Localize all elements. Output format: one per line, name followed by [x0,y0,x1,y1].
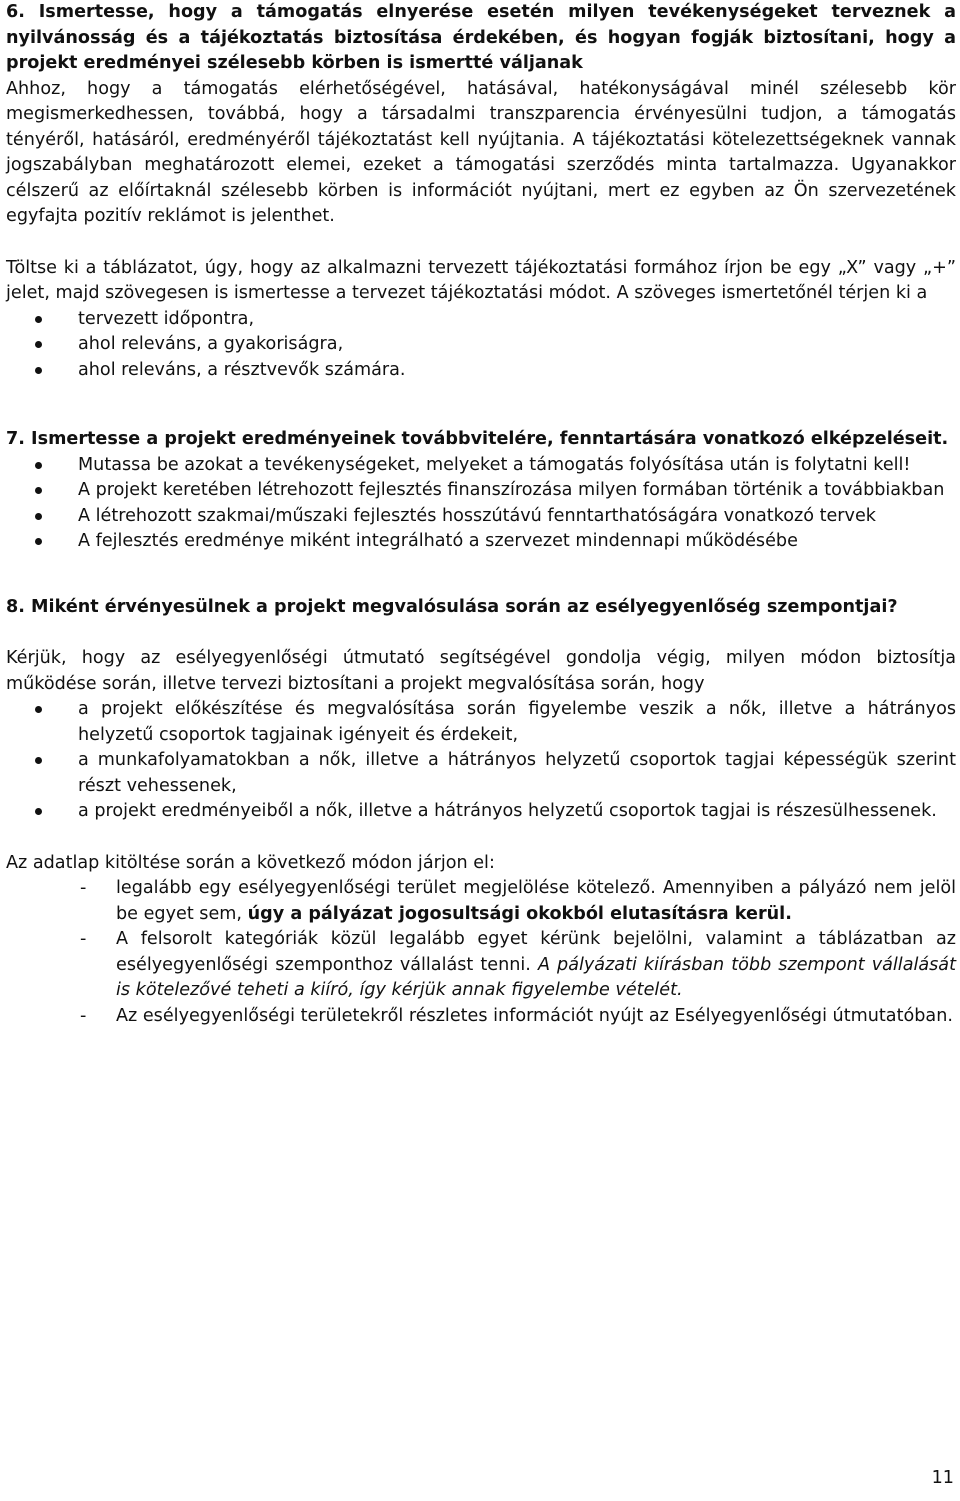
section-6-paragraph-1: Ahhoz, hogy a támogatás elérhetőségével, hatásával, hatékonyságával minél szélesebb kör megismerkedhessen, továbbá, hogy a társadalmi transzparencia érvényesülni tudjon, a támogatás tényéről, hatásáról, eredményéről tájékoztatást kell nyújtania. A tájékoztatási kötelezettségeknek vannak jogszabályban meghatározott elemei, ezeket a támogatási szerződés minta tartalmazza. Ugyanakkor célszerű az előírtaknál szélesebb körben is információt nyújtani, mert ez egyben az Ön szervezetének egyfajta pozitív reklámot is jelenthet. [6,78,956,226]
section-6-title: 6. Ismertesse, hogy a támogatás elnyerése esetén milyen tevékenységeket terveznek a nyilvánosság és a tájékoztatás biztosítása érdekében, és hogyan fogják biztosítani, hogy a projekt eredményei szélesebb körben is ismertté váljanak [6,2,956,73]
list-item: Mutassa be azokat a tevékenységeket, melyeket a támogatás folyósítása után is folytatni kell! [6,453,956,479]
list-item: tervezett időpontra, [6,307,956,333]
list-item: A létrehozott szakmai/műszaki fejlesztés hosszútávú fenntarthatóságára vonatkozó tervek [6,504,956,530]
section-8-bullet-list [6,697,956,825]
page-number: 11 [931,1468,954,1488]
section-7-bullet-list [6,453,956,555]
section-7-title: 7. Ismertesse a projekt eredményeinek továbbvitelére, fenntartására vonatkozó elképzeléseit. [6,429,949,449]
list-item: ahol releváns, a gyakoriságra, [6,332,956,358]
list-item: a munkafolyamatokban a nők, illetve a hátrányos helyzetű csoportok tagjai képességük szerint részt vehessenek, [6,748,956,799]
dash-item-text: legalább egy esélyegyenlőségi terület megjelölése kötelező. Amennyiben a pályázó nem jelöl be egyet sem, [116,878,956,924]
list-item: a projekt előkészítése és megvalósítása során figyelembe veszik a nők, illetve a hátrányos helyzetű csoportok tagjainak igényeit és érdekeit, [6,697,956,748]
section-6-bullet-list [6,307,956,384]
list-item: A projekt keretében létrehozott fejlesztés finanszírozása milyen formában történik a továbbiakban [6,478,956,504]
dash-marker: - [80,878,87,898]
document-page [6,0,956,1029]
dash-item-text: Az esélyegyenlőségi területekről részletes információt nyújt az Esélyegyenlőségi útmutatóban. [116,1005,953,1026]
dash-item [6,927,956,1004]
section-8-paragraph-2: Az adatlap kitöltése során a következő módon járjon el: [6,852,495,873]
dash-marker: - [80,1005,87,1026]
dash-item [6,1004,956,1030]
list-item: ahol releváns, a résztvevők számára. [6,358,956,384]
section-8-dash-list [6,876,956,1029]
section-6-paragraph-2: Töltse ki a táblázatot, úgy, hogy az alkalmazni tervezett tájékoztatási formához írjon be egy „X” vagy „+” jelet, majd szövegesen is ismertesse a tervezet tájékoztatási módot. A szöveges ismertetőnél térjen ki a [6,257,956,303]
dash-item-italic-text: A pályázati kiírásban több szempont vállalását is kötelezővé teheti a kiíró, így kérjük annak figyelembe vételét. [116,954,956,1000]
section-8-title: 8. Miként érvényesülnek a projekt megvalósulása során az esélyegyenlőség szempontjai? [6,596,898,617]
dash-item-text: A felsorolt kategóriák közül legalább egyet kérünk bejelölni, valamint a táblázatban az esélyegyenlőségi szemponthoz vállalást tenni. [116,929,956,975]
dash-item-bold-text: úgy a pályázat jogosultsági okokból elutasításra kerül. [247,903,792,924]
dash-marker: - [80,929,87,949]
dash-item [6,876,956,927]
section-8-paragraph-1: Kérjük, hogy az esélyegyenlőségi útmutató segítségével gondolja végig, milyen módon biztosítja működése során, illetve tervezi biztosítani a projekt megvalósítása során, hogy [6,648,956,694]
list-item: a projekt eredményeiből a nők, illetve a hátrányos helyzetű csoportok tagjai is részesülhessenek. [6,799,956,825]
list-item: A fejlesztés eredménye miként integrálható a szervezet mindennapi működésébe [6,529,956,555]
